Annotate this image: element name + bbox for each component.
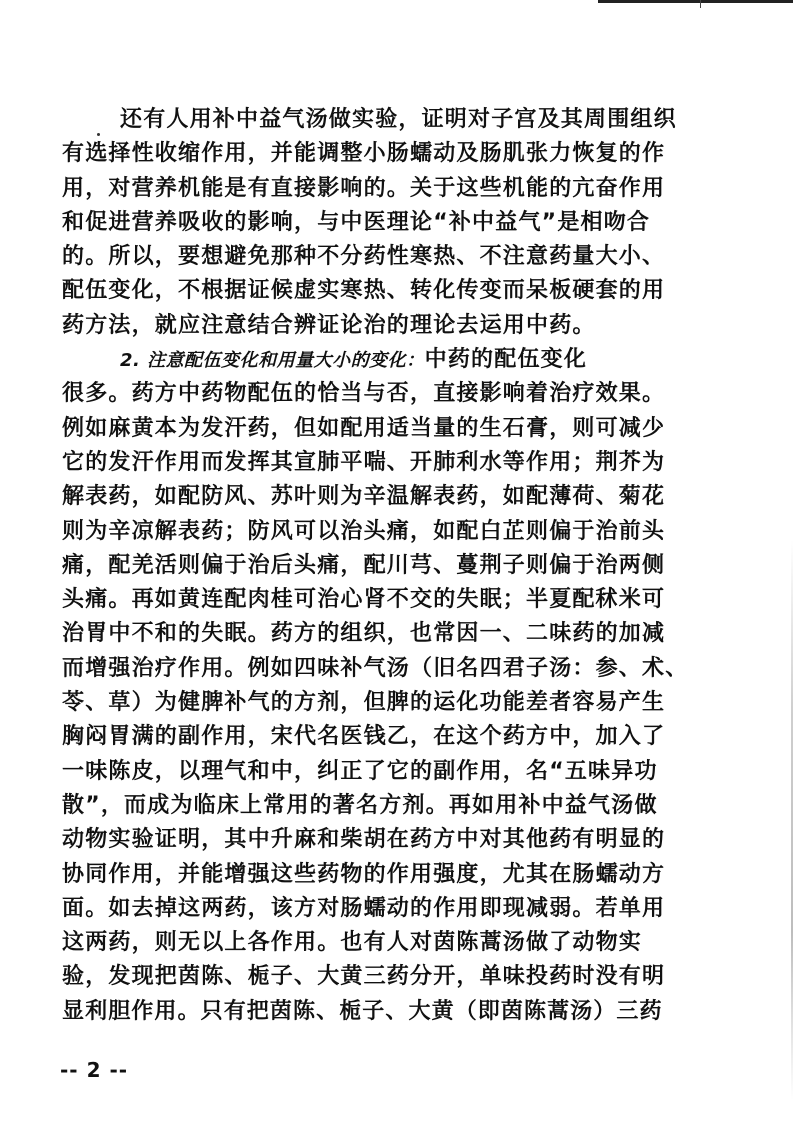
paragraph-line: 显利胆作用。只有把茵陈、栀子、大黄（即茵陈蒿汤）三药	[62, 998, 663, 1024]
paragraph-line: 胸闷胃满的副作用，宋代名医钱乙，在这个药方中，加入了	[62, 724, 666, 750]
paragraph-line: 散”，而成为临床上常用的著名方剂。再如用补中益气汤做	[62, 792, 658, 818]
section-heading-line	[62, 343, 702, 377]
paragraph-line: 和促进营养吸收的影响，与中医理论“补中益气”是相吻合	[62, 209, 651, 235]
paragraph-line: 苓、草）为健脾补气的方剂，但脾的运化功能差者容易产生	[62, 690, 666, 716]
paragraph-line: 它的发汗作用而发挥其宣肺平喘、开肺利水等作用；荆芥为	[62, 449, 666, 475]
paragraph-line: 配伍变化，不根据证候虚实寒热、转化传变而呆板硬套的用	[62, 278, 666, 304]
paragraph-1	[62, 103, 702, 343]
paragraph-line: 验，发现把茵陈、栀子、大黄三药分开，单味投药时没有明	[62, 964, 666, 990]
paragraph-line: 这两药，则无以上各作用。也有人对茵陈蒿汤做了动物实	[62, 930, 643, 956]
paragraph-line: 解表药，如配防风、苏叶则为辛温解表药，如配薄荷、菊花	[62, 484, 666, 510]
scan-top-rule	[598, 0, 793, 3]
paragraph-line: 则为辛凉解表药；防风可以治头痛，如配白芷则偏于治前头	[62, 518, 666, 544]
paragraph-line: 而增强治疗作用。例如四味补气汤（旧名四君子汤：参、术、	[62, 655, 689, 681]
paragraph-line: 痛，配羌活则偏于治后头痛，配川芎、蔓荆子则偏于治两侧	[62, 552, 666, 578]
paragraph-line: 例如麻黄本为发汗药，但如配用适当量的生石膏，则可减少	[62, 415, 666, 441]
paragraph-line: 协同作用，并能增强这些药物的作用强度，尤其在肠蠕动方	[62, 861, 666, 887]
page-number: -- 2 --	[60, 1058, 129, 1082]
paragraph-line: 动物实验证明，其中升麻和柴胡在药方中对其他药有明显的	[62, 827, 666, 853]
section-heading: 2. 注意配伍变化和用量大小的变化：	[120, 350, 425, 372]
paragraph-line: 的。所以，要想避免那种不分药性寒热、不注意药量大小、	[62, 244, 666, 270]
page-body	[62, 103, 702, 1029]
paragraph-line: 治胃中不和的失眠。药方的组织，也常因一、二味药的加减	[62, 621, 666, 647]
scan-corner-mark	[700, 0, 701, 8]
paragraph-line: 还有人用补中益气汤做实验，证明对子宫及其周围组织	[120, 107, 677, 132]
paragraph-line: 面。如去掉这两药，该方对肠蠕动的作用即现减弱。若单用	[62, 895, 666, 921]
section-heading-tail: 中药的配伍变化	[424, 347, 588, 373]
paragraph-line: 头痛。再如黄连配肉桂可治心肾不交的失眠；半夏配秫米可	[62, 587, 666, 613]
paragraph-line: 有选择性收缩作用，并能调整小肠蠕动及肠肌张力恢复的作	[62, 141, 666, 167]
section-2	[62, 343, 702, 1029]
paragraph-line: 药方法，就应注意结合辨证论治的理论去运用中药。	[62, 312, 596, 338]
paragraph-line: 很多。药方中药物配伍的恰当与否，直接影响着治疗效果。	[62, 381, 666, 407]
paragraph-line: 用，对营养机能是有直接影响的。关于这些机能的亢奋作用	[62, 175, 666, 201]
paragraph-line: 一味陈皮，以理气和中，纠正了它的副作用，名“五味异功	[62, 758, 658, 784]
